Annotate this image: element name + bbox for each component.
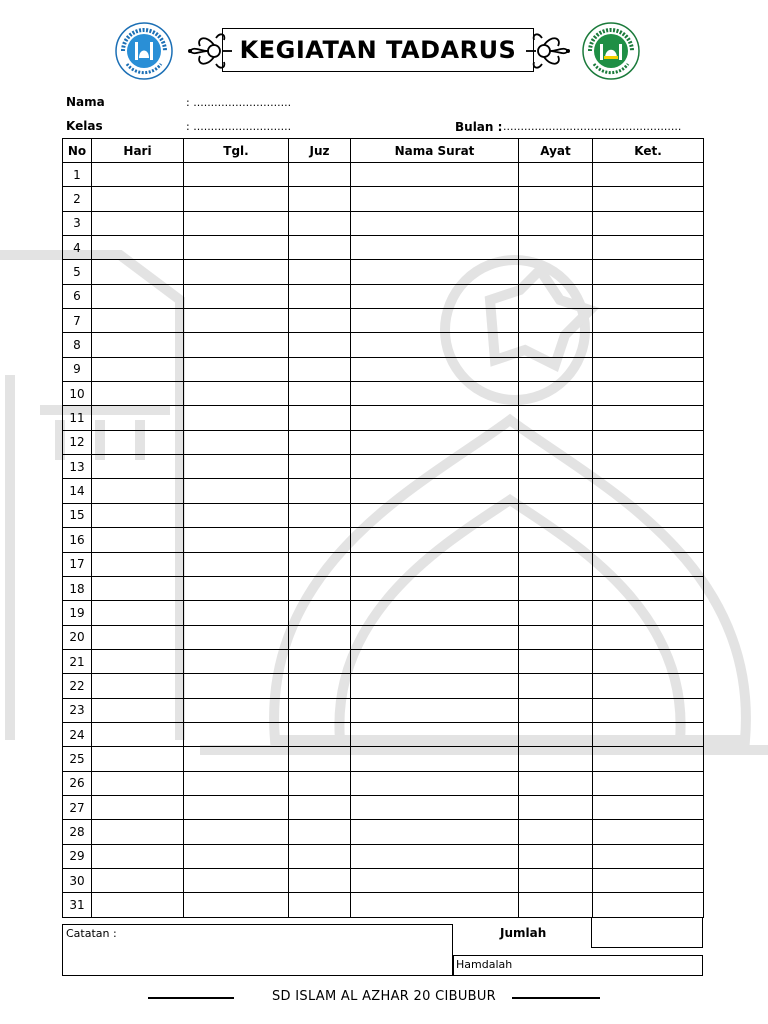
jumlah-box[interactable] xyxy=(591,917,703,948)
table-row xyxy=(63,479,704,503)
cell-tgl[interactable] xyxy=(184,868,289,892)
footer-rule-right xyxy=(512,997,600,999)
cell-juz[interactable] xyxy=(289,868,351,892)
row-number: 2 xyxy=(63,187,92,211)
row-number: 3 xyxy=(63,211,92,235)
cell-ayat[interactable] xyxy=(519,211,593,235)
ornament-right-icon xyxy=(524,26,572,76)
cell-ayat[interactable] xyxy=(519,893,593,917)
row-number: 26 xyxy=(63,771,92,795)
cell-ayat[interactable] xyxy=(519,722,593,746)
cell-nama-surat[interactable] xyxy=(351,795,519,819)
row-number: 13 xyxy=(63,455,92,479)
cell-hari[interactable] xyxy=(92,260,184,284)
cell-nama-surat[interactable] xyxy=(351,698,519,722)
cell-ket[interactable] xyxy=(593,187,704,211)
cell-ket[interactable] xyxy=(593,747,704,771)
row-number: 10 xyxy=(63,382,92,406)
cell-nama-surat[interactable] xyxy=(351,236,519,260)
cell-hari[interactable] xyxy=(92,503,184,527)
cell-hari[interactable] xyxy=(92,747,184,771)
row-number: 6 xyxy=(63,284,92,308)
cell-ayat[interactable] xyxy=(519,625,593,649)
row-number: 17 xyxy=(63,552,92,576)
cell-ayat[interactable] xyxy=(519,771,593,795)
cell-ket[interactable] xyxy=(593,601,704,625)
cell-ayat[interactable] xyxy=(519,820,593,844)
cell-tgl[interactable] xyxy=(184,479,289,503)
cell-nama-surat[interactable] xyxy=(351,649,519,673)
cell-ayat[interactable] xyxy=(519,528,593,552)
cell-ayat[interactable] xyxy=(519,430,593,454)
cell-nama-surat[interactable] xyxy=(351,722,519,746)
cell-ayat[interactable] xyxy=(519,236,593,260)
table-row xyxy=(63,236,704,260)
cell-tgl[interactable] xyxy=(184,844,289,868)
cell-ket[interactable] xyxy=(593,795,704,819)
cell-tgl[interactable] xyxy=(184,625,289,649)
cell-ayat[interactable] xyxy=(519,844,593,868)
jumlah-label: Jumlah xyxy=(500,926,547,940)
cell-hari[interactable] xyxy=(92,528,184,552)
cell-ayat[interactable] xyxy=(519,479,593,503)
cell-tgl[interactable] xyxy=(184,552,289,576)
cell-nama-surat[interactable] xyxy=(351,868,519,892)
tadarus-table xyxy=(62,138,704,918)
cell-juz[interactable] xyxy=(289,601,351,625)
row-number: 31 xyxy=(63,893,92,917)
cell-tgl[interactable] xyxy=(184,771,289,795)
cell-ket[interactable] xyxy=(593,576,704,600)
cell-ket[interactable] xyxy=(593,430,704,454)
cell-juz[interactable] xyxy=(289,528,351,552)
table-row xyxy=(63,163,704,187)
kelas-label: Kelas xyxy=(66,119,103,133)
cell-nama-surat[interactable] xyxy=(351,309,519,333)
cell-juz[interactable] xyxy=(289,674,351,698)
cell-hari[interactable] xyxy=(92,552,184,576)
cell-ayat[interactable] xyxy=(519,649,593,673)
cell-tgl[interactable] xyxy=(184,455,289,479)
catatan-label: Catatan : xyxy=(66,927,117,940)
row-number: 15 xyxy=(63,503,92,527)
table-body xyxy=(63,163,704,918)
header-nama-surat: Nama Surat xyxy=(351,139,519,163)
table-row xyxy=(63,357,704,381)
cell-juz[interactable] xyxy=(289,309,351,333)
cell-ayat[interactable] xyxy=(519,601,593,625)
cell-hari[interactable] xyxy=(92,309,184,333)
cell-nama-surat[interactable] xyxy=(351,187,519,211)
cell-juz[interactable] xyxy=(289,260,351,284)
bulan-field[interactable]: ................................................... xyxy=(503,120,682,133)
table-row xyxy=(63,844,704,868)
cell-tgl[interactable] xyxy=(184,333,289,357)
cell-hari[interactable] xyxy=(92,698,184,722)
cell-ket[interactable] xyxy=(593,844,704,868)
cell-hari[interactable] xyxy=(92,211,184,235)
row-number: 4 xyxy=(63,236,92,260)
cell-juz[interactable] xyxy=(289,795,351,819)
cell-tgl[interactable] xyxy=(184,503,289,527)
cell-nama-surat[interactable] xyxy=(351,771,519,795)
cell-hari[interactable] xyxy=(92,236,184,260)
cell-nama-surat[interactable] xyxy=(351,406,519,430)
cell-juz[interactable] xyxy=(289,625,351,649)
school-name: SD ISLAM AL AZHAR 20 CIBUBUR xyxy=(271,989,497,1004)
cell-nama-surat[interactable] xyxy=(351,163,519,187)
cell-nama-surat[interactable] xyxy=(351,333,519,357)
row-number: 18 xyxy=(63,576,92,600)
cell-tgl[interactable] xyxy=(184,601,289,625)
cell-juz[interactable] xyxy=(289,455,351,479)
header-juz: Juz xyxy=(289,139,351,163)
cell-nama-surat[interactable] xyxy=(351,552,519,576)
cell-ket[interactable] xyxy=(593,236,704,260)
nama-label: Nama xyxy=(66,95,105,109)
cell-juz[interactable] xyxy=(289,503,351,527)
table-row xyxy=(63,430,704,454)
table-row xyxy=(63,868,704,892)
cell-hari[interactable] xyxy=(92,406,184,430)
cell-hari[interactable] xyxy=(92,844,184,868)
cell-ket[interactable] xyxy=(593,357,704,381)
cell-nama-surat[interactable] xyxy=(351,284,519,308)
cell-nama-surat[interactable] xyxy=(351,528,519,552)
row-number: 1 xyxy=(63,163,92,187)
cell-tgl[interactable] xyxy=(184,260,289,284)
table-row xyxy=(63,284,704,308)
title-banner xyxy=(186,26,572,76)
cell-ket[interactable] xyxy=(593,528,704,552)
cell-juz[interactable] xyxy=(289,820,351,844)
cell-ayat[interactable] xyxy=(519,503,593,527)
table-row xyxy=(63,625,704,649)
cell-hari[interactable] xyxy=(92,333,184,357)
cell-nama-surat[interactable] xyxy=(351,260,519,284)
cell-tgl[interactable] xyxy=(184,528,289,552)
cell-nama-surat[interactable] xyxy=(351,211,519,235)
cell-ket[interactable] xyxy=(593,820,704,844)
table-header-row xyxy=(63,139,704,163)
row-number: 14 xyxy=(63,479,92,503)
row-number: 9 xyxy=(63,357,92,381)
table-row xyxy=(63,528,704,552)
cell-nama-surat[interactable] xyxy=(351,576,519,600)
cell-nama-surat[interactable] xyxy=(351,479,519,503)
cell-tgl[interactable] xyxy=(184,820,289,844)
cell-ket[interactable] xyxy=(593,382,704,406)
cell-tgl[interactable] xyxy=(184,430,289,454)
table-row xyxy=(63,211,704,235)
cell-tgl[interactable] xyxy=(184,698,289,722)
cell-ket[interactable] xyxy=(593,625,704,649)
cell-juz[interactable] xyxy=(289,649,351,673)
cell-nama-surat[interactable] xyxy=(351,674,519,698)
cell-tgl[interactable] xyxy=(184,576,289,600)
table-row xyxy=(63,771,704,795)
cell-hari[interactable] xyxy=(92,479,184,503)
cell-nama-surat[interactable] xyxy=(351,357,519,381)
cell-juz[interactable] xyxy=(289,893,351,917)
cell-juz[interactable] xyxy=(289,357,351,381)
cell-tgl[interactable] xyxy=(184,406,289,430)
cell-hari[interactable] xyxy=(92,722,184,746)
cell-tgl[interactable] xyxy=(184,649,289,673)
bahrul-ulum-logo xyxy=(582,22,640,80)
cell-ayat[interactable] xyxy=(519,674,593,698)
cell-ket[interactable] xyxy=(593,333,704,357)
row-number: 24 xyxy=(63,722,92,746)
cell-hari[interactable] xyxy=(92,455,184,479)
hamdalah-box[interactable] xyxy=(453,955,703,976)
kelas-field[interactable]: : ............................ xyxy=(186,120,292,133)
cell-hari[interactable] xyxy=(92,382,184,406)
cell-tgl[interactable] xyxy=(184,747,289,771)
cell-ayat[interactable] xyxy=(519,698,593,722)
cell-tgl[interactable] xyxy=(184,893,289,917)
row-number: 30 xyxy=(63,868,92,892)
cell-ket[interactable] xyxy=(593,722,704,746)
cell-ket[interactable] xyxy=(593,771,704,795)
cell-ayat[interactable] xyxy=(519,455,593,479)
cell-tgl[interactable] xyxy=(184,722,289,746)
cell-hari[interactable] xyxy=(92,601,184,625)
cell-ayat[interactable] xyxy=(519,382,593,406)
cell-ket[interactable] xyxy=(593,260,704,284)
cell-juz[interactable] xyxy=(289,771,351,795)
page-title: KEGIATAN TADARUS xyxy=(239,36,517,64)
cell-ayat[interactable] xyxy=(519,357,593,381)
cell-juz[interactable] xyxy=(289,576,351,600)
row-number: 21 xyxy=(63,649,92,673)
cell-nama-surat[interactable] xyxy=(351,625,519,649)
cell-juz[interactable] xyxy=(289,211,351,235)
cell-nama-surat[interactable] xyxy=(351,601,519,625)
cell-tgl[interactable] xyxy=(184,163,289,187)
cell-ket[interactable] xyxy=(593,503,704,527)
cell-juz[interactable] xyxy=(289,698,351,722)
cell-juz[interactable] xyxy=(289,187,351,211)
cell-nama-surat[interactable] xyxy=(351,844,519,868)
cell-ket[interactable] xyxy=(593,211,704,235)
cell-hari[interactable] xyxy=(92,284,184,308)
table-row xyxy=(63,722,704,746)
nama-field[interactable]: : ............................ xyxy=(186,96,292,109)
cell-ket[interactable] xyxy=(593,649,704,673)
row-number: 8 xyxy=(63,333,92,357)
cell-nama-surat[interactable] xyxy=(351,893,519,917)
cell-juz[interactable] xyxy=(289,406,351,430)
cell-ayat[interactable] xyxy=(519,747,593,771)
cell-hari[interactable] xyxy=(92,795,184,819)
table-row xyxy=(63,503,704,527)
cell-ket[interactable] xyxy=(593,698,704,722)
cell-ayat[interactable] xyxy=(519,406,593,430)
header-ket: Ket. xyxy=(593,139,704,163)
row-number: 7 xyxy=(63,309,92,333)
cell-hari[interactable] xyxy=(92,576,184,600)
cell-hari[interactable] xyxy=(92,893,184,917)
cell-juz[interactable] xyxy=(289,552,351,576)
table-row xyxy=(63,820,704,844)
cell-ket[interactable] xyxy=(593,552,704,576)
cell-tgl[interactable] xyxy=(184,211,289,235)
cell-juz[interactable] xyxy=(289,284,351,308)
row-number: 20 xyxy=(63,625,92,649)
row-number: 12 xyxy=(63,430,92,454)
cell-ket[interactable] xyxy=(593,284,704,308)
row-number: 23 xyxy=(63,698,92,722)
cell-ket[interactable] xyxy=(593,868,704,892)
cell-ket[interactable] xyxy=(593,406,704,430)
cell-ayat[interactable] xyxy=(519,576,593,600)
table-row xyxy=(63,698,704,722)
cell-ket[interactable] xyxy=(593,479,704,503)
row-number: 22 xyxy=(63,674,92,698)
cell-hari[interactable] xyxy=(92,625,184,649)
cell-ayat[interactable] xyxy=(519,333,593,357)
cell-nama-surat[interactable] xyxy=(351,747,519,771)
table-row xyxy=(63,309,704,333)
cell-ayat[interactable] xyxy=(519,868,593,892)
cell-tgl[interactable] xyxy=(184,236,289,260)
cell-tgl[interactable] xyxy=(184,795,289,819)
cell-juz[interactable] xyxy=(289,747,351,771)
cell-tgl[interactable] xyxy=(184,309,289,333)
cell-ayat[interactable] xyxy=(519,309,593,333)
row-number: 19 xyxy=(63,601,92,625)
hamdalah-label: Hamdalah xyxy=(456,958,513,971)
cell-nama-surat[interactable] xyxy=(351,820,519,844)
cell-juz[interactable] xyxy=(289,236,351,260)
row-number: 16 xyxy=(63,528,92,552)
header-ayat: Ayat xyxy=(519,139,593,163)
cell-ket[interactable] xyxy=(593,455,704,479)
cell-ket[interactable] xyxy=(593,893,704,917)
row-number: 25 xyxy=(63,747,92,771)
cell-juz[interactable] xyxy=(289,844,351,868)
al-azhar-logo xyxy=(115,22,173,80)
cell-hari[interactable] xyxy=(92,868,184,892)
cell-juz[interactable] xyxy=(289,382,351,406)
cell-ayat[interactable] xyxy=(519,260,593,284)
cell-hari[interactable] xyxy=(92,187,184,211)
cell-hari[interactable] xyxy=(92,163,184,187)
cell-tgl[interactable] xyxy=(184,284,289,308)
table-row xyxy=(63,649,704,673)
cell-hari[interactable] xyxy=(92,674,184,698)
cell-ket[interactable] xyxy=(593,309,704,333)
cell-hari[interactable] xyxy=(92,771,184,795)
table-row xyxy=(63,601,704,625)
cell-tgl[interactable] xyxy=(184,187,289,211)
table-row xyxy=(63,382,704,406)
cell-hari[interactable] xyxy=(92,357,184,381)
cell-ayat[interactable] xyxy=(519,163,593,187)
table-row xyxy=(63,552,704,576)
cell-nama-surat[interactable] xyxy=(351,382,519,406)
row-number: 5 xyxy=(63,260,92,284)
cell-hari[interactable] xyxy=(92,820,184,844)
header-no: No xyxy=(63,139,92,163)
cell-ayat[interactable] xyxy=(519,552,593,576)
row-number: 11 xyxy=(63,406,92,430)
cell-nama-surat[interactable] xyxy=(351,455,519,479)
title-box xyxy=(222,28,534,72)
cell-juz[interactable] xyxy=(289,722,351,746)
cell-ket[interactable] xyxy=(593,163,704,187)
table-row xyxy=(63,260,704,284)
row-number: 27 xyxy=(63,795,92,819)
cell-hari[interactable] xyxy=(92,649,184,673)
table-row xyxy=(63,674,704,698)
header-hari: Hari xyxy=(92,139,184,163)
cell-juz[interactable] xyxy=(289,333,351,357)
cell-ayat[interactable] xyxy=(519,795,593,819)
cell-nama-surat[interactable] xyxy=(351,503,519,527)
table-row xyxy=(63,795,704,819)
bulan-label: Bulan : xyxy=(455,120,503,134)
cell-ket[interactable] xyxy=(593,674,704,698)
table-row xyxy=(63,576,704,600)
table-row xyxy=(63,333,704,357)
row-number: 29 xyxy=(63,844,92,868)
cell-tgl[interactable] xyxy=(184,357,289,381)
cell-juz[interactable] xyxy=(289,430,351,454)
cell-tgl[interactable] xyxy=(184,382,289,406)
table-row xyxy=(63,747,704,771)
cell-nama-surat[interactable] xyxy=(351,430,519,454)
table-row xyxy=(63,455,704,479)
cell-juz[interactable] xyxy=(289,479,351,503)
table-row xyxy=(63,893,704,917)
table-row xyxy=(63,187,704,211)
cell-ayat[interactable] xyxy=(519,284,593,308)
table-row xyxy=(63,406,704,430)
catatan-box[interactable] xyxy=(62,924,453,976)
cell-ayat[interactable] xyxy=(519,187,593,211)
header-tgl: Tgl. xyxy=(184,139,289,163)
row-number: 28 xyxy=(63,820,92,844)
cell-juz[interactable] xyxy=(289,163,351,187)
cell-tgl[interactable] xyxy=(184,674,289,698)
cell-hari[interactable] xyxy=(92,430,184,454)
